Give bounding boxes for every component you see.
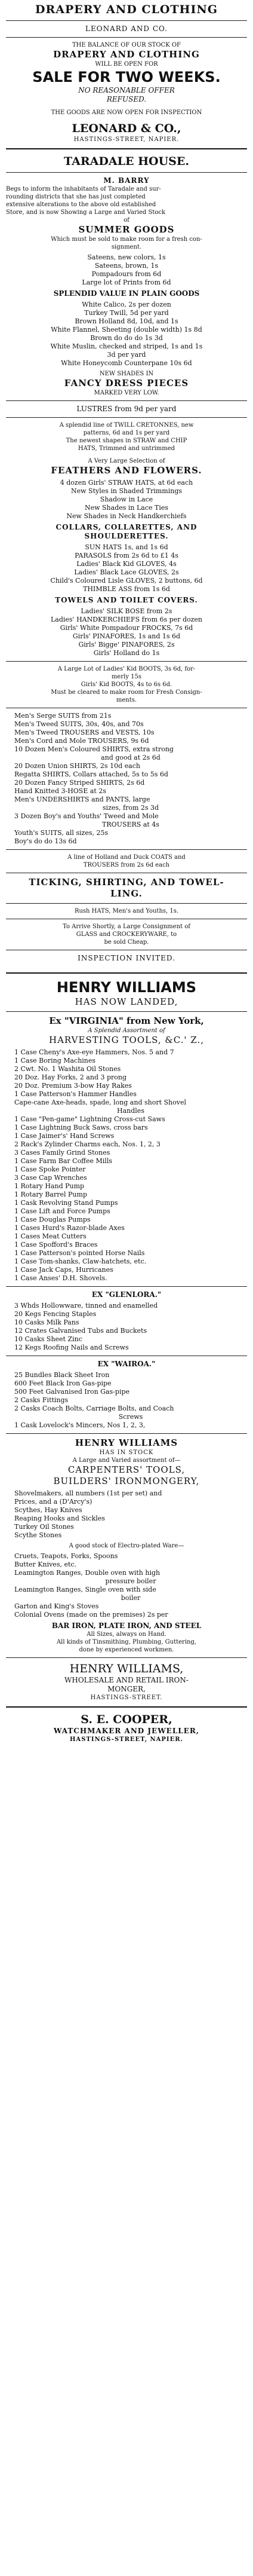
collar-items: SUN HATS 1s, and 1s 6d PARASOLS from 2s 6d to £1 4s Ladies' Black Kid GLOVES, 4s Ladies' Black Lace GLOVES, 2s Child's Coloured Lisle GLOVES, 2 buttons, 6d THIMBLE ASS from 1s 6d bbox=[50, 543, 203, 593]
cooper-name: S. E. COOPER, bbox=[81, 1713, 172, 1726]
divider bbox=[6, 417, 247, 418]
harvest-heading: HARVESTING TOOLS, &C.' Z., bbox=[48, 1035, 205, 1045]
builders-heading: BUILDERS' IRONMONGERY, bbox=[53, 1476, 200, 1486]
proprietor: M. BARRY bbox=[103, 176, 150, 185]
carpenters-heading: CARPENTERS' TOOLS, bbox=[67, 1464, 186, 1475]
divider bbox=[6, 1657, 247, 1658]
feathers-heading: FEATHERS AND FLOWERS. bbox=[51, 465, 202, 476]
divider bbox=[6, 1706, 247, 1708]
signature-address: HASTINGS-STREET, NAPIER. bbox=[73, 136, 180, 143]
collars-heading: COLLARS, COLLARETTES, AND bbox=[55, 523, 198, 531]
towel-items: Ladies' SILK BOSE from 2s Ladies' HANDKERCHIEFS from 6s per dozen Girls' White Pompadour FROCKS, 7s 6d Girls' PINAFORES, 1s and 1s 6d Girls' Bigge' PINAFORES, 2s Girls' Holland do 1s bbox=[50, 607, 203, 657]
firm-name: LEONARD AND CO. bbox=[85, 25, 168, 33]
inspection-line: INSPECTION INVITED. bbox=[78, 954, 175, 962]
divider bbox=[6, 849, 247, 850]
divider bbox=[6, 1011, 247, 1012]
leonard-advert bbox=[6, 2, 247, 143]
signature-name: LEONARD & CO., bbox=[72, 122, 181, 135]
splendid-heading: SPLENDID VALUE IN PLAIN GOODS bbox=[53, 289, 200, 298]
divider bbox=[6, 20, 247, 21]
goods-line: DRAPERY AND CLOTHING bbox=[53, 49, 200, 60]
glenlora-heading: EX "GLENLORA." bbox=[91, 1290, 162, 1299]
open-line: THE GOODS ARE NOW OPEN FOR INSPECTION bbox=[51, 109, 202, 116]
divider bbox=[6, 37, 247, 38]
virginia-line: Ex "VIRGINIA" from New York, bbox=[49, 1015, 204, 1026]
refused-line: REFUSED. bbox=[106, 95, 147, 103]
will-be-line: WILL BE OPEN FOR bbox=[95, 61, 158, 68]
summer-heading: SUMMER GOODS bbox=[78, 224, 175, 235]
divider bbox=[6, 661, 247, 662]
intro-text: Begs to inform the inhabitants of Taradale and sur- rounding districts that she has just completed extensive alterations to the above old established Store, and is now Showing a Large and Varied Stock of bbox=[6, 186, 166, 224]
bar-iron-heading: BAR IRON, PLATE IRON, AND STEEL bbox=[51, 1622, 202, 1630]
towels-heading: TOWELS AND TOILET COVERS. bbox=[55, 596, 198, 604]
cooper-trade: WATCHMAKER AND JEWELLER, bbox=[54, 1727, 199, 1735]
divider bbox=[6, 172, 247, 173]
glenlora-list: 3 Whds Hollowware, tinned and enamelled 20 Kegs Fencing Staples 10 Casks Milk Pans 12 Crates Galvanised Tubs and Buckets 10 Casks Sheet Zinc 12 Kegs Roofing Nails and Screws bbox=[14, 1302, 158, 1351]
balance-line: THE BALANCE OF OUR STOCK OF bbox=[72, 42, 181, 48]
divider bbox=[6, 400, 247, 401]
cooper-advert bbox=[6, 1712, 247, 1743]
ticking-heading: TICKING, SHIRTING, AND TOWEL- bbox=[29, 877, 224, 888]
taradale-title: TARADALE HOUSE. bbox=[64, 155, 189, 168]
divider bbox=[6, 148, 247, 149]
tools-list: 1 Case Cheny's Axe-eye Hammers, Nos. 5 and 7 1 Case Boring Machines 2 Cwt. No. 1 Washita Oil Stones 20 Doz. Hay Forks, 2 and 3 prong 20 Doz. Premium 3-bow Hay Rakes 1 Case Patterson's Hammer Handles Cape-cane Axe-heads, spade, long and short Shovel Handles 1 Case "Pen-game" Lightning Cross-cut Saws 1 Case Lightning Buck Saws, cross bars 1 Case Jaimer's' Hand Screws 2 Rack's Zylinder Charms each, Nos. 1, 2, 3 3 Cases Family Grind Stones 1 Case Farm Bar Coffee Mills 1 Case Spoke Pointer 3 Case Cap Wrenches 1 Rotary Hand Pump 1 Rotary Barrel Pump 1 Cask Revolving Stand Pumps 1 Case Lift and Force Pumps 1 Case Douglas Pumps 1 Cases Hurd's Razor-blade Axes 1 Cases Meat Cutters 1 Case Spofford's Braces 1 Case Patterson's pointed Horse Nails 1 Case Tom-shanks, Claw-hatchets, etc. 1 Case Jack Caps, Hurricanes 1 Case Anses' D.H. Shovels. bbox=[14, 1048, 187, 1282]
plain-items: White Calico, 2s per dozen Turkey Twill, 5d per yard Brown Holland 8d, 10d, and 1s White Flannel, Sheeting (double width) 1s 8d Brown do do do 1s 3d White Muslin, checked and striped, 1s and 1s 3d per yard White Honeycomb Counterpane 10s 6d bbox=[50, 301, 203, 367]
feather-items: 4 dozen Girls' STRAW HATS, at 6d each New Styles in Shaded Trimmings Shadow in Lace New Shades in Lace Ties New Shades in Neck Handkerchiefs bbox=[60, 479, 193, 520]
divider bbox=[6, 1433, 247, 1434]
cooper-address: HASTINGS-STREET, NAPIER. bbox=[69, 1736, 183, 1743]
taradale-advert: TARADALE HOUSE. M. BARRY Begs to inform the inhabitants of Taradale and sur- rounding districts that she has just completed extensive alterations to the above old established Store, and is now Showing a Large and Varied Stock of SUMMER GOODS Which must be sold to make room for a fresh con- signment. Sateens, new colors, 1s Sateens, brown, 1s Pompadours from 6d Large lot of Prints from 6d SPLENDID VALUE IN PLAIN GOODS White Calico, 2s per dozen Turkey Twill, 5d per yard Brown Holland 8d, 10d, and 1s White Flannel, Sheeting (double width) 1s 8d Brown do do do 1s 3d White Muslin, checked and striped, 1s and 1s 3d per yard White Honeycomb Counterpane 10s 6d NEW SHADES IN FANCY DRESS PIECES MARKED VERY LOW. LUSTRES from 9d per yard A splendid line of TWILL CRETONNES, new patterns, 6d and 1s per yard The newest shapes in STRAW and CHIP HATS, Trimmed and untrimmed A Very Large Selection of FEATHERS AND FLOWERS. 4 dozen Girls' STRAW HATS, at 6d each New Styles in Shaded Trimmings Shadow in Lace New Shades in Lace Ties New Shades in Neck Handkerchiefs COLLARS, COLLARETTES, AND SHOULDERETTES. SUN HATS 1s, and 1s 6d PARASOLS from 2s 6d to £1 4s Ladies' Black Kid GLOVES, 4s Ladies' Black Lace GLOVES, 2s Child's Coloured Lisle GLOVES, 2 buttons, 6d THIMBLE ASS from 1s 6d TOWELS AND TOILET COVERS. Ladies' SILK BOSE from 2s Ladies' HANDKERCHIEFS from 6s per dozen Girls' White Pompadour FROCKS, 7s 6d Girls' PINAFORES, 1s and 1s 6d Girls' Bigge' PINAFORES, 2s Girls' Holland do 1s A Large Lot of Ladies' Kid BOOTS, 3s 6d, for- merly 15s Girls' Kid BOOTS, 4s to 6s 6d. Must be cleared to make room for Fresh Consign- ments. Men's Serge SUITS from 21s Men's Tweed SUITS, 30s, 40s, and 70s Men's Tweed TROUSERS and VESTS, 10s Men's Cord and Mole TROUSERS, 9s 6d 10 Dozen Men's Coloured SHIRTS, extra strong and good at 2s 6d 20 Dozen Union SHIRTS, 2s 10d each Regatta SHIRTS, Collars attached, 5s to 5s 6d 20 Dozen Fancy Striped SHIRTS, 2s 6d Hand Knitted 3-HOSE at 2s Men's UNDERSHIRTS and PANTS, large sizes, from 2s 3d 3 Dozen Boy's and Youths' Tweed and Mole TROUSERS at 4s Youth's SUITS, all sizes, 25s Boy's do do 13s 6d A line of Holland and Duck COATS and TROUSERS from 2s 6d each TICKING, SHIRTING, AND TOWEL- LING. Rush HATS, Men's and Youths, 1s. To Arrive Shortly, a Large Consignment of GLASS and CROCKERYWARE, to be sold Cheap. INSPECTION INVITED. bbox=[6, 154, 247, 963]
divider bbox=[6, 972, 247, 974]
williams-name-2: HENRY WILLIAMS bbox=[75, 1437, 178, 1448]
williams-name: HENRY WILLIAMS bbox=[56, 979, 197, 996]
no-offer-line: NO REASONABLE OFFER bbox=[78, 86, 175, 94]
men-items: Men's Serge SUITS from 21s Men's Tweed SUITS, 30s, 40s, and 70s Men's Tweed TROUSERS and VESTS, 10s Men's Cord and Mole TROUSERS, 9s 6d 10 Dozen Men's Coloured SHIRTS, extra strong and good at 2s 6d 20 Dozen Union SHIRTS, 2s 10d each Regatta SHIRTS, Collars attached, 5s to 5s 6d 20 Dozen Fancy Striped SHIRTS, 2s 6d Hand Knitted 3-HOSE at 2s Men's UNDERSHIRTS and PANTS, large sizes, from 2s 3d 3 Dozen Boy's and Youths' Tweed and Mole TROUSERS at 4s Youth's SUITS, all sizes, 25s Boy's do do 13s 6d bbox=[14, 712, 174, 845]
summer-items: Sateens, new colors, 1s Sateens, brown, 1s Pompadours from 6d Large lot of Prints from 6d bbox=[82, 253, 171, 286]
wairoa-heading: EX "WAIROA." bbox=[97, 1360, 156, 1368]
williams-name-3: HENRY WILLIAMS, bbox=[69, 1662, 184, 1675]
wairoa-list: 25 Bundles Black Sheet Iron 600 Feet Black Iron Gas-pipe 500 Feet Galvanised Iron Gas-pipe 2 Casks Fittings 2 Casks Coach Bolts, Carriage Bolts, and Coach Screws 1 Cask Lovelock's Mincers, Nos 1, 2, 3, bbox=[14, 1371, 174, 1429]
divider bbox=[6, 1286, 247, 1287]
stock-list: Shovelmakers, all numbers (1st per set) and Prices, and a (D'Arcy's) Scythes, Hay Knives Reaping Hooks and Sickles Turkey Oil Stones Scythe Stones bbox=[14, 1489, 162, 1539]
sale-line: SALE FOR TWO WEEKS. bbox=[32, 69, 221, 85]
henry-williams-advert: HENRY WILLIAMS HAS NOW LANDED, Ex "VIRGINIA" from New York, A Splendid Assortment of HARVESTING TOOLS, &C.' Z., 1 Case Cheny's Axe-eye Hammers, Nos. 5 and 7 1 Case Boring Machines 2 Cwt. No. 1 Washita Oil Stones 20 Doz. Hay Forks, 2 and 3 prong 20 Doz. Premium 3-bow Hay Rakes 1 Case Patterson's Hammer Handles Cape-cane Axe-heads, spade, long and short Shovel Handles 1 Case "Pen-game" Lightning Cross-cut Saws 1 Case Lightning Buck Saws, cross bars 1 Case Jaimer's' Hand Screws 2 Rack's Zylinder Charms each, Nos. 1, 2, 3 3 Cases Family Grind Stones 1 Case Farm Bar Coffee Mills 1 Case Spoke Pointer 3 Case Cap Wrenches 1 Rotary Hand Pump 1 Rotary Barrel Pump 1 Cask Revolving Stand Pumps 1 Case Lift and Force Pumps 1 Case Douglas Pumps 1 Cases Hurd's Razor-blade Axes 1 Cases Meat Cutters 1 Case Spofford's Braces 1 Case Patterson's pointed Horse Nails 1 Case Tom-shanks, Claw-hatchets, etc. 1 Case Jack Caps, Hurricanes 1 Case Anses' D.H. Shovels. EX "GLENLORA." 3 Whds Hollowware, tinned and enamelled 20 Kegs Fencing Staples 10 Casks Milk Pans 12 Crates Galvanised Tubs and Buckets 10 Casks Sheet Zinc 12 Kegs Roofing Nails and Screws EX "WAIROA." 25 Bundles Black Sheet Iron 600 Feet Black Iron Gas-pipe 500 Feet Galvanised Iron Gas-pipe 2 Casks Fittings 2 Casks Coach Bolts, Carriage Bolts, and Coach Screws 1 Cask Lovelock's Mincers, Nos 1, 2, 3, HENRY WILLIAMS HAS IN STOCK A Large and Varied assortment of— CARPENTERS' TOOLS, BUILDERS' IRONMONGERY, Shovelmakers, all numbers (1st per set) and Prices, and a (D'Arcy's) Scythes, Hay Knives Reaping Hooks and Sickles Turkey Oil Stones Scythe Stones A good stock of Electro-plated Ware— Cruets, Teapots, Forks, Spoons Butter Knives, etc. Leamington Ranges, Double oven with high pressure boiler Leamington Ranges, Single oven with side boiler Garton and King's Stoves Colonial Ovens (made on the premises) 2s per BAR IRON, PLATE IRON, AND STEEL All Sizes, always on Hand. All kinds of Tinsmithing, Plumbing, Guttering, done by experienced workmen. HENRY WILLIAMS, WHOLESALE AND RETAIL IRON- MONGER, HASTINGS-STREET. bbox=[6, 978, 247, 1702]
fancy-heading: FANCY DRESS PIECES bbox=[64, 378, 189, 388]
electro-list: Cruets, Teapots, Forks, Spoons Butter Knives, etc. Leamington Ranges, Double oven with high pressure boiler Leamington Ranges, Single oven with side boiler Garton and King's Stoves Colonial Ovens (made on the premises) 2s per bbox=[14, 1552, 168, 1619]
drapery-header: DRAPERY AND CLOTHING bbox=[35, 3, 218, 16]
divider bbox=[6, 903, 247, 904]
